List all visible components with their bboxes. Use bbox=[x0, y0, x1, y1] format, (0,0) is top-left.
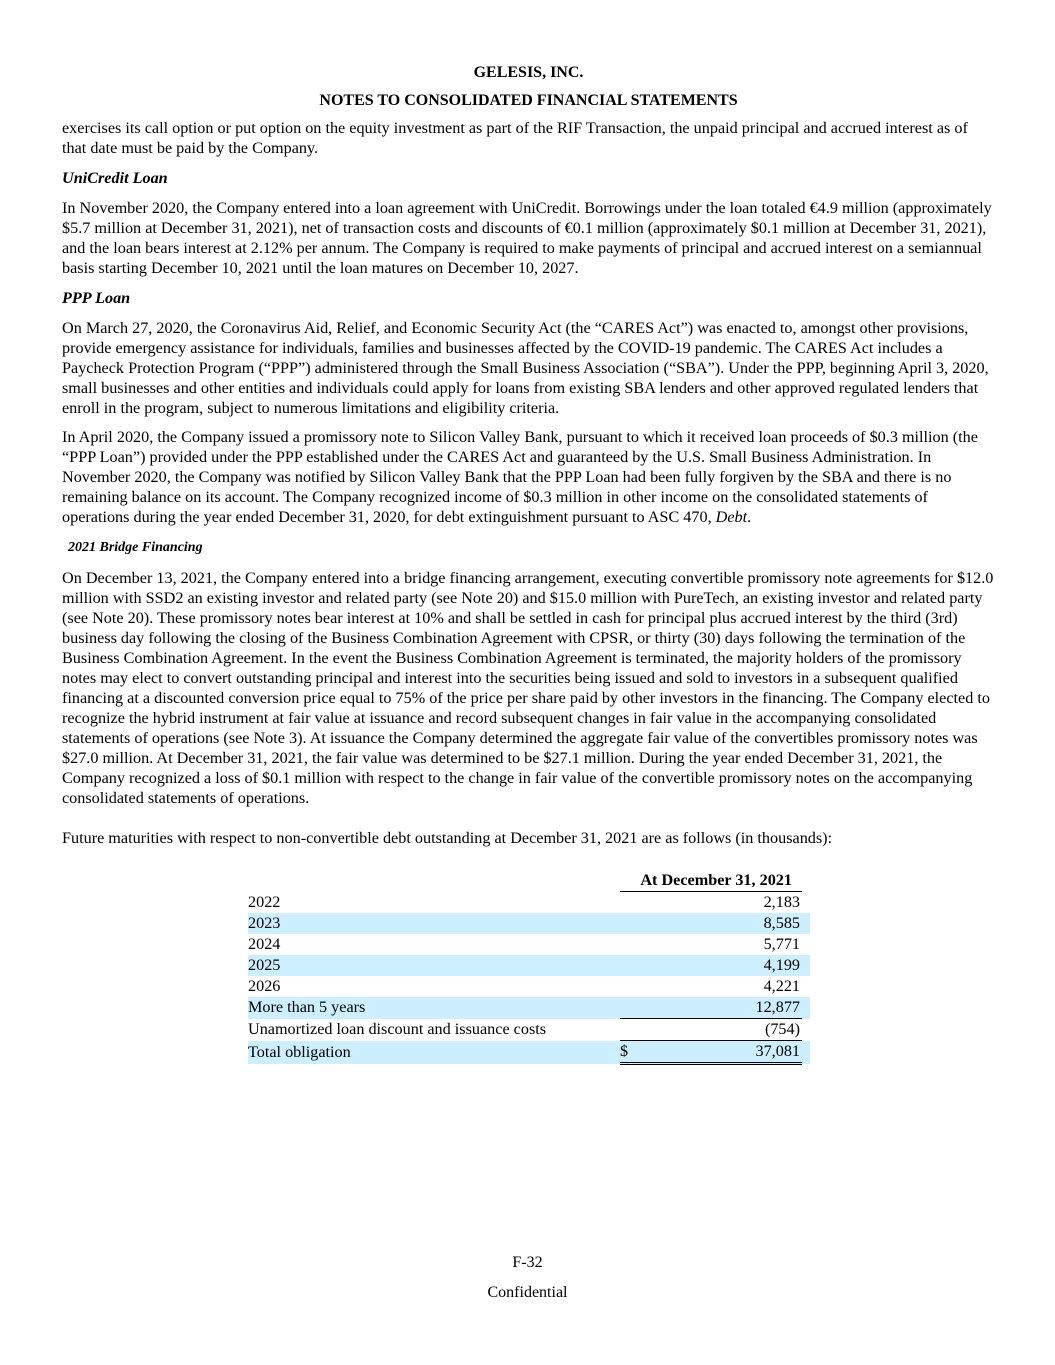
table-row bbox=[248, 997, 810, 1019]
unicredit-paragraph: In November 2020, the Company entered into a loan agreement with UniCredit. Borrowings under the loan totaled €4.9 million (approximately $5.7 million at December 31, 2021), net of transaction costs and discounts of €0.1 million (approximately $0.1 million at December 31, 2021), and the loan bears interest at 2.12% per annum. The Company is required to make payments of principal and accrued interest on a semiannual basis starting December 10, 2021 until the loan matures on December 10, 2027. bbox=[62, 199, 992, 277]
maturity-table bbox=[248, 870, 810, 1065]
row-label: 2026 bbox=[248, 977, 281, 995]
maturities-lead: Future maturities with respect to non-convertible debt outstanding at December 31, 2021 are as follows (in thousands): bbox=[62, 829, 833, 847]
bridge-heading: 2021 Bridge Financing bbox=[68, 540, 203, 555]
page-number: F-32 bbox=[512, 1254, 543, 1271]
table-header-row bbox=[248, 870, 810, 892]
intro-paragraph: exercises its call option or put option on the equity investment as part of the RIF Transaction, the unpaid principal and accrued interest as of that date must be paid by the Company. bbox=[62, 119, 968, 157]
row-label: 2025 bbox=[248, 955, 620, 976]
table-row bbox=[248, 955, 810, 976]
row-value: 12,877 bbox=[640, 997, 802, 1019]
row-value: 2,183 bbox=[763, 893, 800, 911]
table-row bbox=[248, 1019, 810, 1041]
ppp-paragraph-2 bbox=[62, 427, 995, 527]
row-label: More than 5 years bbox=[248, 997, 620, 1019]
column-header: At December 31, 2021 bbox=[620, 870, 802, 892]
page-title: NOTES TO CONSOLIDATED FINANCIAL STATEMENTS bbox=[319, 92, 738, 109]
ppp-paragraph-2-end: . bbox=[747, 508, 752, 526]
table-row bbox=[248, 892, 810, 914]
row-label: 2024 bbox=[248, 935, 281, 953]
total-label: Total obligation bbox=[248, 1041, 620, 1064]
row-value: 4,221 bbox=[763, 977, 800, 995]
ppp-heading: PPP Loan bbox=[62, 289, 131, 307]
total-currency: $ bbox=[620, 1041, 640, 1064]
row-value: 8,585 bbox=[640, 913, 802, 934]
row-value: (754) bbox=[640, 1019, 802, 1041]
unicredit-heading: UniCredit Loan bbox=[62, 169, 168, 187]
bridge-paragraph: On December 13, 2021, the Company entered into a bridge financing arrangement, executing convertible promissory note agreements for $12.0 million with SSD2 an existing investor and related party (see Note 20) and $15.0 million with PureTech, an existing investor and related party (see Note 20). These promissory notes bear interest at 10% and shall be settled in cash for principal plus accrued interest by the third (3rd) business day following the closing of the Business Combination Agreement with CPSR, or thirty (30) days following the termination of the Business Combination Agreement. In the event the Business Combination Agreement is terminated, the majority holders of the promissory notes may elect to convert outstanding principal and interest into the securities being issued and sold to investors in a subsequent qualified financing at a discounted conversion price equal to 75% of the price per share paid by other investors in the financing. The Company elected to recognize the hybrid instrument at fair value at issuance and record subsequent changes in fair value in the accompanying consolidated statements of operations (see Note 3). At issuance the Company determined the aggregate fair value of the convertibles promissory notes was $27.0 million. At December 31, 2021, the fair value was determined to be $27.1 million. During the year ended December 31, 2021, the Company recognized a loss of $0.1 million with respect to the change in fair value of the convertible promissory notes on the accompanying consolidated statements of operations. bbox=[62, 569, 994, 807]
company-name: GELESIS, INC. bbox=[473, 64, 584, 81]
ppp-paragraph-2-debt: Debt bbox=[715, 508, 748, 526]
ppp-paragraph-2-text: In April 2020, the Company issued a promissory note to Silicon Valley Bank, pursuant to which it received loan proceeds of $0.3 million (the “PPP Loan”) provided under the PPP established under the CARES Act and guaranteed by the U.S. Small Business Administration. In November 2020, the Company was notified by Silicon Valley Bank that the PPP Loan had been fully forgiven by the SBA and there is no remaining balance on its account. The Company recognized income of $0.3 million in other income on the consolidated statements of operations during the year ended December 31, 2020, for debt extinguishment pursuant to ASC 470, bbox=[62, 428, 978, 526]
table-row bbox=[248, 913, 810, 934]
row-value: 5,771 bbox=[763, 935, 800, 953]
table-row bbox=[248, 976, 810, 997]
row-label: 2022 bbox=[248, 892, 281, 911]
row-value: 4,199 bbox=[640, 955, 802, 976]
ppp-paragraph-1: On March 27, 2020, the Coronavirus Aid, Relief, and Economic Security Act (the “CARES Act”) was enacted to, amongst other provisions, provide emergency assistance for individuals, families and businesses affected by the COVID-19 pandemic. The CARES Act includes a Paycheck Protection Program (“PPP”) administered through the Small Business Association (“SBA”). Under the PPP, beginning April 3, 2020, small businesses and other entities and individuals could apply for loans from existing SBA lenders and other approved regulated lenders that enroll in the program, subject to numerous limitations and eligibility criteria. bbox=[62, 319, 989, 417]
confidential-label: Confidential bbox=[487, 1284, 568, 1301]
row-label: 2023 bbox=[248, 913, 620, 934]
row-label: Unamortized loan discount and issuance costs bbox=[248, 1020, 547, 1038]
table-total-row bbox=[248, 1041, 810, 1064]
table-row bbox=[248, 934, 810, 955]
total-value: 37,081 bbox=[640, 1041, 802, 1064]
document-page bbox=[62, 60, 995, 1061]
